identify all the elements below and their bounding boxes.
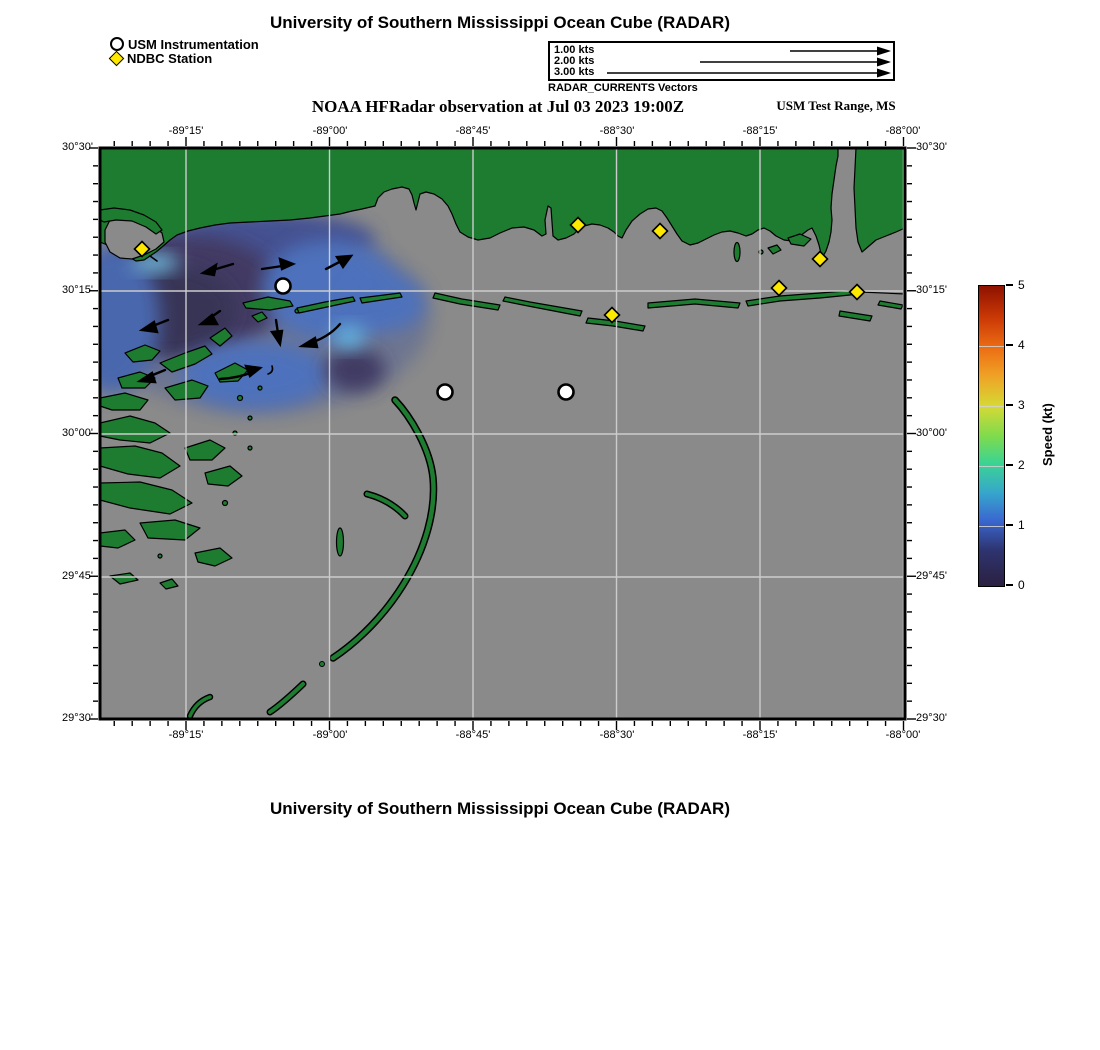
vector-scale-box xyxy=(548,41,895,81)
axis-label-lat: 30°00' xyxy=(916,427,947,439)
axis-label-lon: -88°30' xyxy=(599,729,635,741)
colorbar-tick xyxy=(1006,464,1013,466)
footer-title: University of Southern Mississippi Ocean Cube (RADAR) xyxy=(269,799,730,818)
vector-scale-label-1: 1.00 kts xyxy=(554,44,595,56)
colorbar-tick-label: 2 xyxy=(1018,458,1025,472)
vector-scale-label-2: 2.00 kts xyxy=(554,55,595,67)
colorbar-tick-label: 4 xyxy=(1018,338,1025,352)
vector-scale-label-3: 3.00 kts xyxy=(554,66,595,78)
axis-label-lon: -89°00' xyxy=(312,125,348,137)
axis-label-lon: -88°45' xyxy=(455,729,491,741)
legend-label: USM Instrumentation xyxy=(128,36,259,52)
axis-label-lat: 30°00' xyxy=(62,427,93,439)
legend-item-ndbc xyxy=(110,51,259,65)
axis-label-lat: 30°15' xyxy=(916,284,947,296)
axis-label-lon: -88°30' xyxy=(599,125,635,137)
axis-label-lon: -88°45' xyxy=(455,125,491,137)
usm-site-marker xyxy=(559,385,574,400)
axis-label-lat: 29°45' xyxy=(916,570,947,582)
colorbar-tick xyxy=(1006,404,1013,406)
axis-label-lon: -88°00' xyxy=(885,729,921,741)
axis-label-lon: -88°15' xyxy=(742,729,778,741)
usm-site-marker xyxy=(276,279,291,294)
usm-site-marker xyxy=(438,385,453,400)
axis-label-lon: -89°00' xyxy=(312,729,348,741)
colorbar-tick xyxy=(1006,344,1013,346)
vector-scale-arrows-icon xyxy=(550,43,893,79)
axis-label-lon: -88°00' xyxy=(885,125,921,137)
marker-legend xyxy=(110,37,259,65)
colorbar-tick xyxy=(1006,524,1013,526)
axis-label-lat: 29°30' xyxy=(916,712,947,724)
axis-label-lat: 30°30' xyxy=(916,141,947,153)
vector-scale-caption: RADAR_CURRENTS Vectors xyxy=(548,82,698,94)
axis-label-lon: -89°15' xyxy=(168,729,204,741)
axis-label-lat: 29°30' xyxy=(62,712,93,724)
colorbar-tick-label: 5 xyxy=(1018,278,1025,292)
page-title: University of Southern Mississippi Ocean Cube (RADAR) xyxy=(269,13,730,32)
map-subtitle: NOAA HFRadar observation at Jul 03 2023 19:00Z xyxy=(311,97,685,116)
colorbar-tick-label: 3 xyxy=(1018,398,1025,412)
colorbar-tick xyxy=(1006,584,1013,586)
colorbar-tick-label: 0 xyxy=(1018,578,1025,592)
diamond-marker-icon xyxy=(109,50,125,66)
region-label: USM Test Range, MS xyxy=(776,98,896,113)
colorbar xyxy=(978,285,1005,587)
colorbar-tick xyxy=(1006,284,1013,286)
circle-marker-icon xyxy=(110,37,124,51)
legend-label: NDBC Station xyxy=(127,50,213,66)
legend-item-usm xyxy=(110,37,259,51)
axis-label-lon: -89°15' xyxy=(168,125,204,137)
colorbar-title: Speed (kt) xyxy=(1040,403,1055,467)
axis-label-lon: -88°15' xyxy=(742,125,778,137)
axis-label-lat: 29°45' xyxy=(62,570,93,582)
axis-label-lat: 30°30' xyxy=(62,141,93,153)
colorbar-tick-label: 1 xyxy=(1018,518,1025,532)
axis-label-lat: 30°15' xyxy=(62,284,93,296)
map-plot xyxy=(100,148,905,719)
